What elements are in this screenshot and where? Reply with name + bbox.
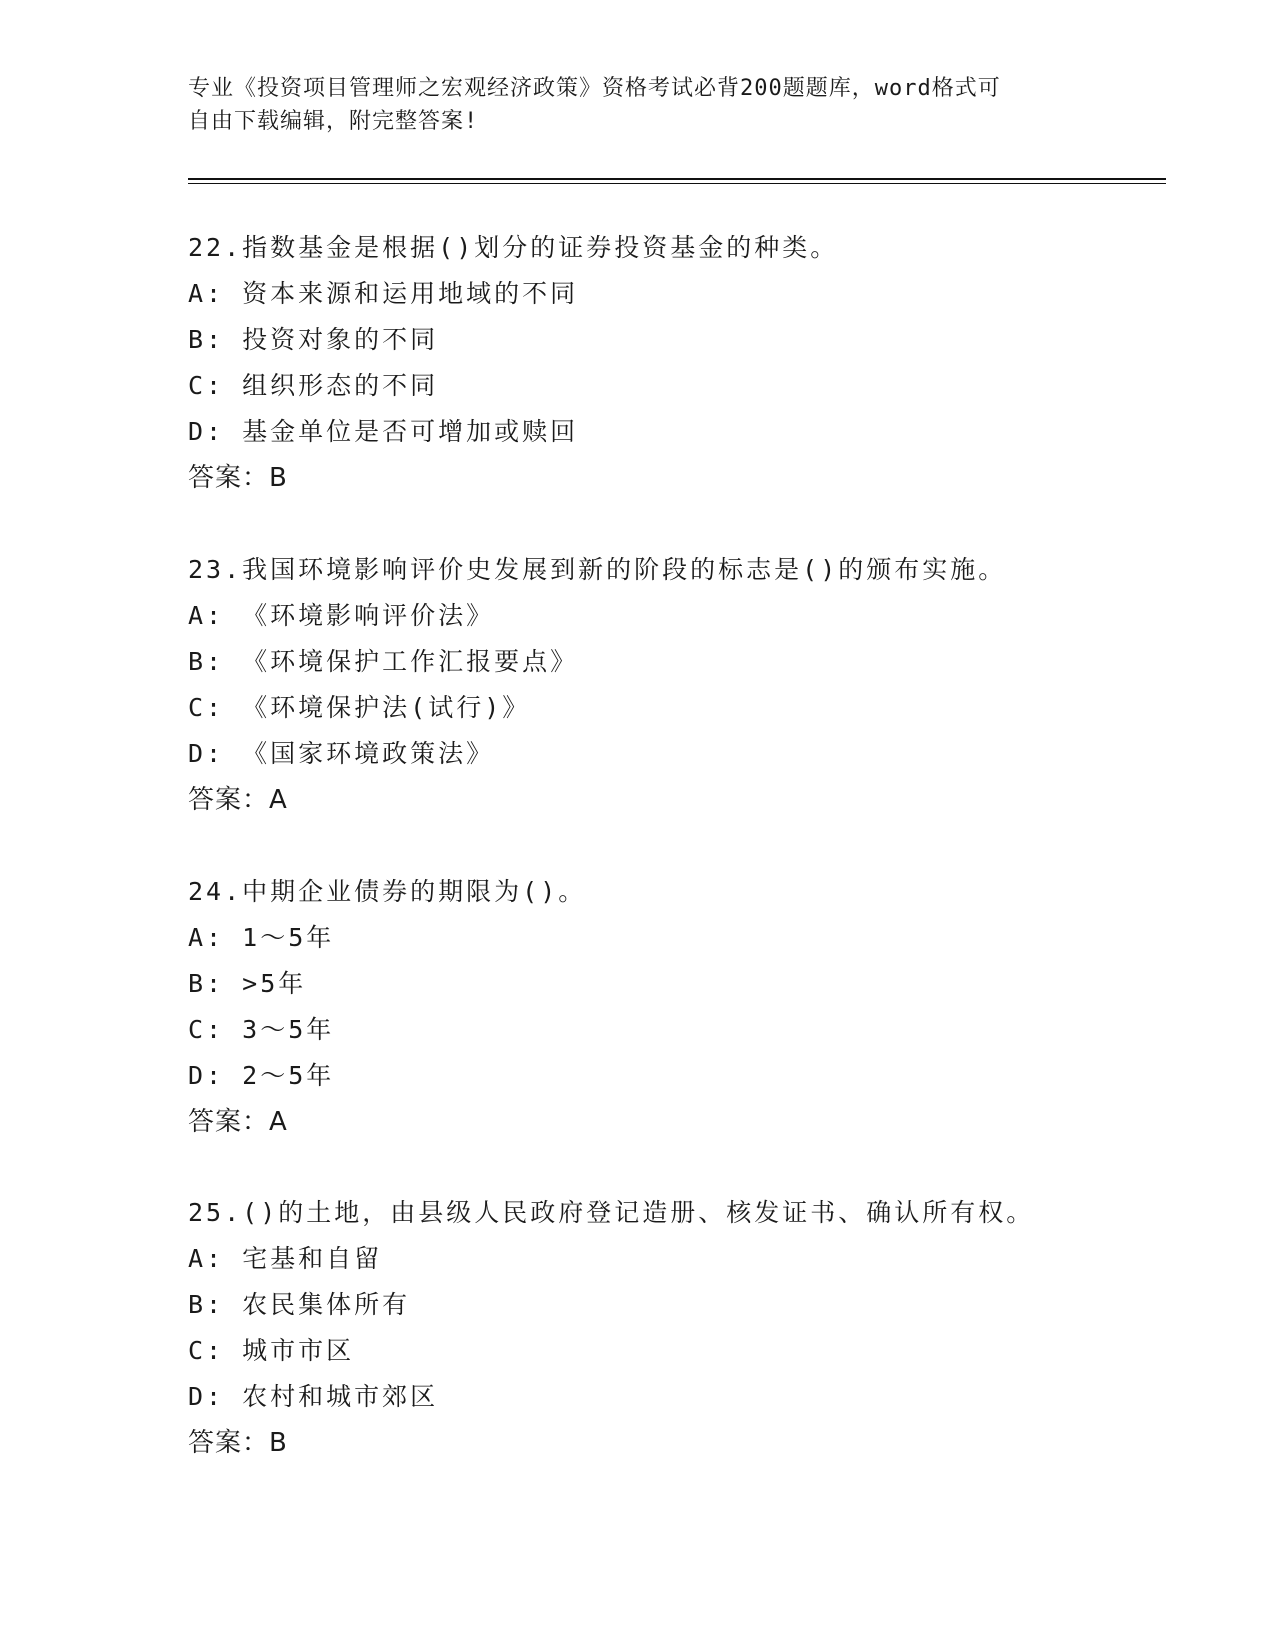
option-a: A: 资本来源和运用地域的不同 — [188, 279, 579, 308]
option-c: C: 3～5年 — [188, 1015, 335, 1044]
option-a: A: 宅基和自留 — [188, 1244, 383, 1273]
question-stem: 22.指数基金是根据()划分的证券投资基金的种类。 — [188, 233, 839, 262]
option-a: A: 《环境影响评价法》 — [188, 601, 495, 630]
question-24 — [188, 869, 1188, 1145]
header-line-2: 自由下载编辑，附完整答案! — [188, 109, 479, 134]
question-stem: 23.我国环境影响评价史发展到新的阶段的标志是()的颁布实施。 — [188, 555, 1007, 584]
question-23 — [188, 547, 1188, 823]
answer: 答案：A — [188, 785, 288, 815]
question-22 — [188, 225, 1188, 501]
option-b: B: 《环境保护工作汇报要点》 — [188, 647, 579, 676]
answer: 答案：B — [188, 1428, 288, 1458]
option-a: A: 1～5年 — [188, 923, 335, 952]
question-25 — [188, 1190, 1188, 1466]
header-line-1: 专业《投资项目管理师之宏观经济政策》资格考试必背200题题库，word格式可 — [188, 76, 1001, 101]
question-stem: 24.中期企业债券的期限为()。 — [188, 877, 587, 906]
option-b: B: 投资对象的不同 — [188, 325, 439, 354]
option-d: D: 基金单位是否可增加或赎回 — [188, 417, 579, 446]
header-divider-thick — [188, 178, 1166, 180]
answer: 答案：A — [188, 1107, 288, 1137]
answer: 答案：B — [188, 463, 288, 493]
header-divider-thin — [188, 183, 1166, 184]
option-c: C: 《环境保护法(试行)》 — [188, 693, 531, 722]
option-c: C: 城市市区 — [188, 1336, 355, 1365]
option-c: C: 组织形态的不同 — [188, 371, 439, 400]
option-d: D: 《国家环境政策法》 — [188, 739, 495, 768]
document-header — [188, 72, 1088, 138]
option-b: B: 农民集体所有 — [188, 1290, 411, 1319]
option-d: D: 农村和城市郊区 — [188, 1382, 439, 1411]
option-d: D: 2～5年 — [188, 1061, 335, 1090]
question-stem: 25.()的土地，由县级人民政府登记造册、核发证书、确认所有权。 — [188, 1198, 1035, 1227]
option-b: B: >5年 — [188, 969, 307, 998]
